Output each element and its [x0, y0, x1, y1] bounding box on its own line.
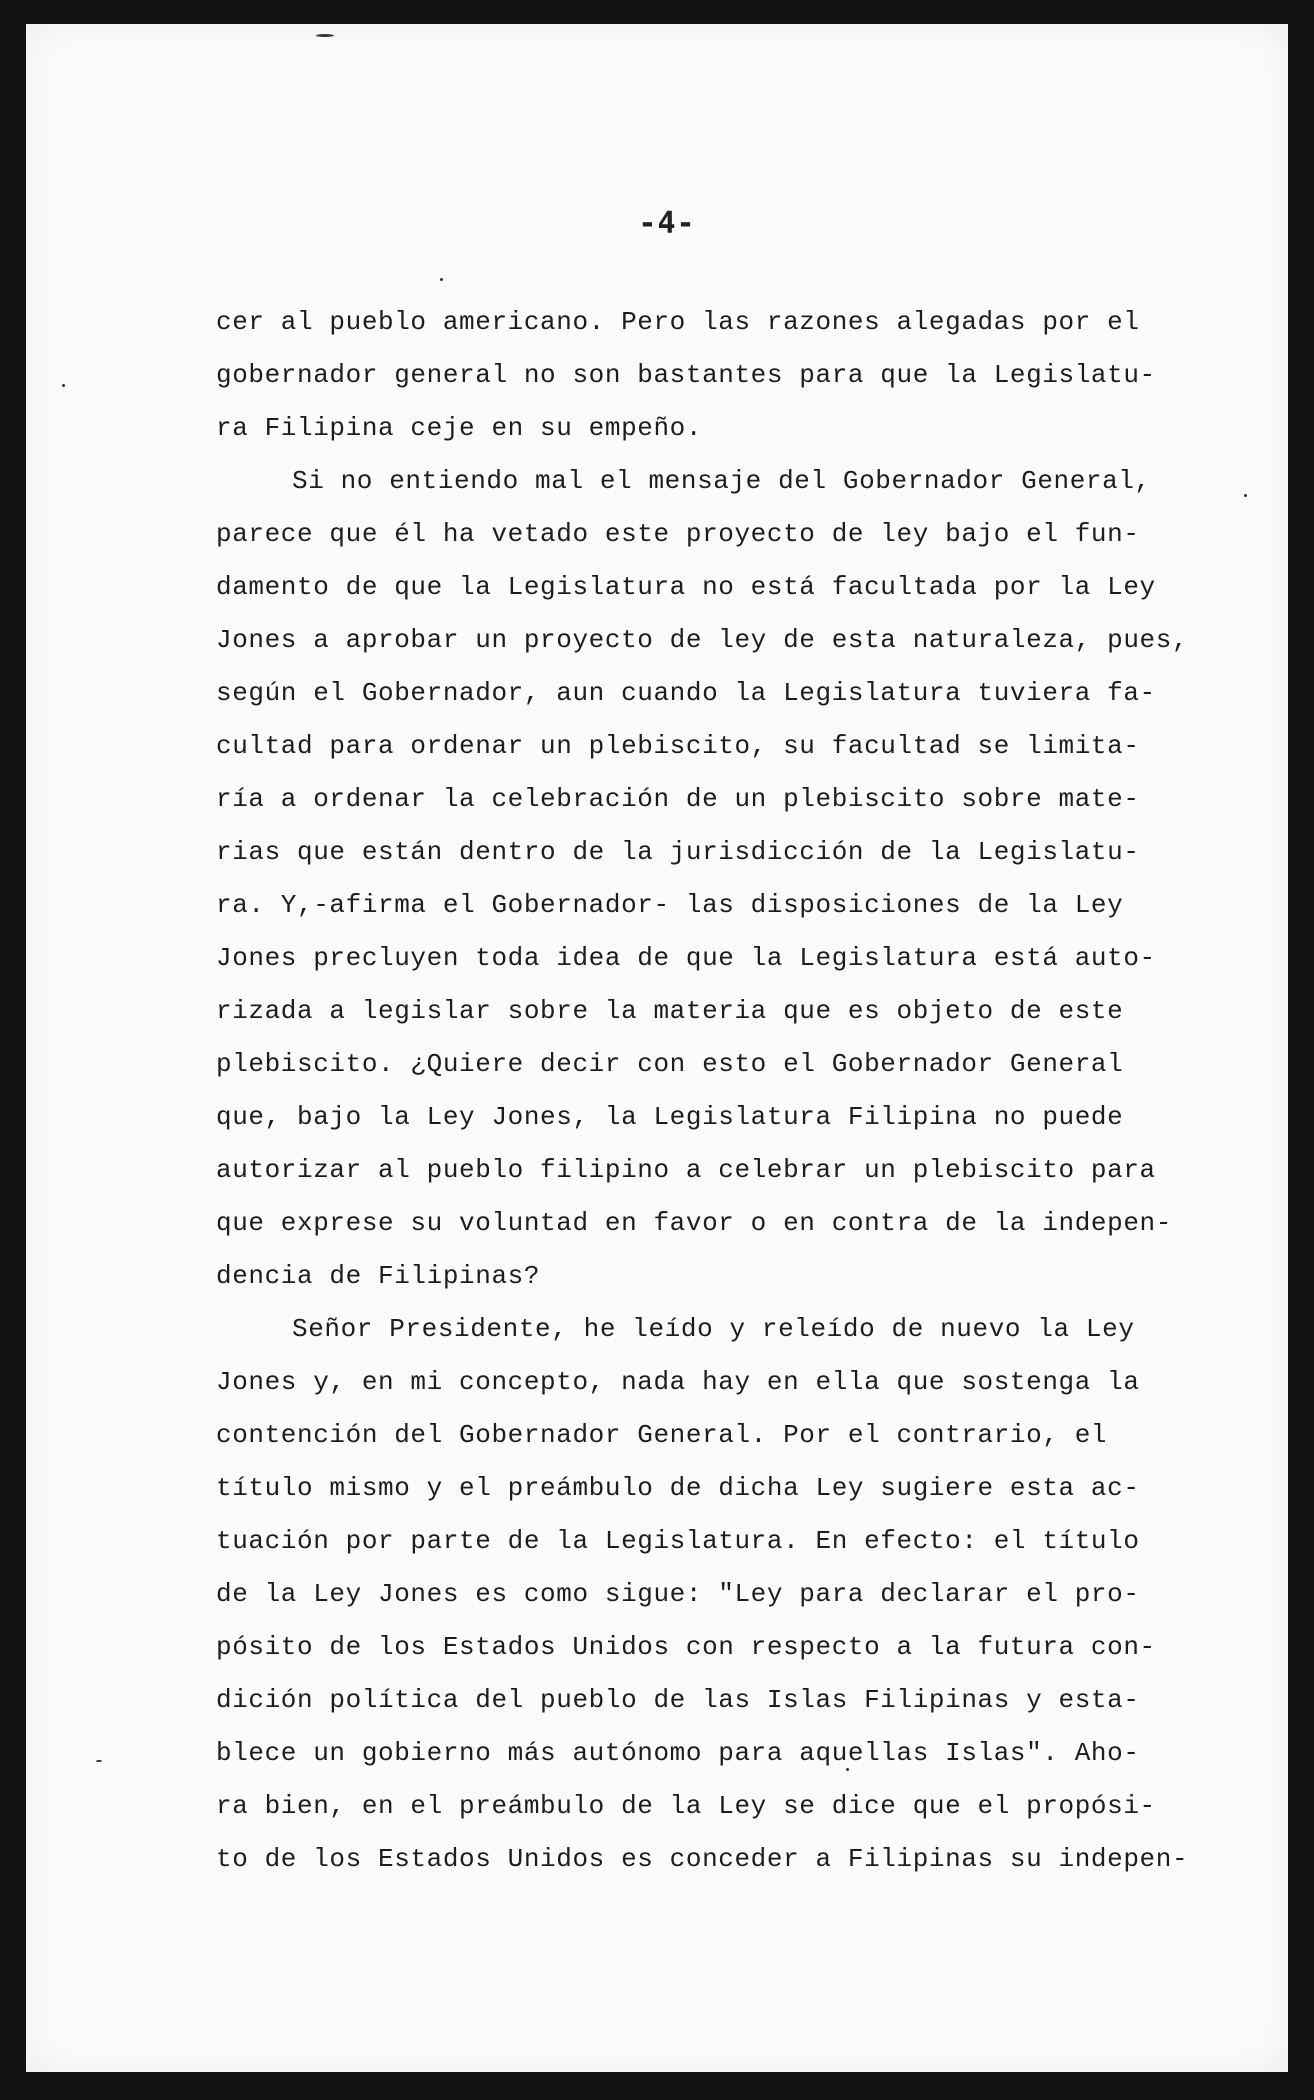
- text-line: ra. Y,-afirma el Gobernador- las disposiciones de la Ley: [216, 890, 1124, 920]
- text-line: según el Gobernador, aun cuando la Legislatura tuviera fa-: [216, 678, 1156, 708]
- ink-speck: [316, 34, 334, 37]
- text-line: Jones precluyen toda idea de que la Legislatura está auto-: [216, 943, 1156, 973]
- text-line: Si no entiendo mal el mensaje del Gobernador General,: [292, 466, 1151, 496]
- text-line: Jones a aprobar un proyecto de ley de esta naturaleza, pues,: [216, 625, 1189, 655]
- text-line: tuación por parte de la Legislatura. En efecto: el título: [216, 1526, 1140, 1556]
- text-line: autorizar al pueblo filipino a celebrar un plebiscito para: [216, 1155, 1156, 1185]
- ink-speck: [62, 384, 65, 387]
- text-line: de la Ley Jones es como sigue: "Ley para declarar el pro-: [216, 1579, 1140, 1609]
- text-line: Jones y, en mi concepto, nada hay en ella que sostenga la: [216, 1367, 1140, 1397]
- text-line: ra bien, en el preámbulo de la Ley se dice que el propósi-: [216, 1791, 1156, 1821]
- text-line: dencia de Filipinas?: [216, 1261, 541, 1291]
- ink-speck: [96, 1760, 102, 1762]
- text-line: gobernador general no son bastantes para que la Legislatu-: [216, 360, 1156, 390]
- text-line: rizada a legislar sobre la materia que es objeto de este: [216, 996, 1124, 1026]
- text-line: ría a ordenar la celebración de un plebiscito sobre mate-: [216, 784, 1140, 814]
- text-line: que, bajo la Ley Jones, la Legislatura Filipina no puede: [216, 1102, 1124, 1132]
- page-number: -4-: [638, 206, 696, 241]
- text-line: Señor Presidente, he leído y releído de nuevo la Ley: [292, 1314, 1135, 1344]
- text-line: parece que él ha vetado este proyecto de ley bajo el fun-: [216, 519, 1140, 549]
- text-line: dición política del pueblo de las Islas Filipinas y esta-: [216, 1685, 1140, 1715]
- text-line: blece un gobierno más autónomo para aquellas Islas". Aho-: [216, 1738, 1140, 1768]
- text-line: plebiscito. ¿Quiere decir con esto el Gobernador General: [216, 1049, 1124, 1079]
- text-line: cultad para ordenar un plebiscito, su facultad se limita-: [216, 731, 1140, 761]
- text-line: cer al pueblo americano. Pero las razones alegadas por el: [216, 307, 1140, 337]
- text-line: rias que están dentro de la jurisdicción de la Legislatu-: [216, 837, 1140, 867]
- text-line: que exprese su voluntad en favor o en contra de la indepen-: [216, 1208, 1172, 1238]
- text-line: pósito de los Estados Unidos con respecto a la futura con-: [216, 1632, 1156, 1662]
- ink-speck: [1244, 494, 1247, 497]
- typewritten-text-body: [216, 296, 1196, 1886]
- text-line: to de los Estados Unidos es conceder a Filipinas su indepen-: [216, 1844, 1189, 1874]
- text-line: contención del Gobernador General. Por el contrario, el: [216, 1420, 1108, 1450]
- ink-speck: [440, 278, 443, 281]
- text-line: damento de que la Legislatura no está facultada por la Ley: [216, 572, 1156, 602]
- text-line: título mismo y el preámbulo de dicha Ley sugiere esta ac-: [216, 1473, 1140, 1503]
- text-line: ra Filipina ceje en su empeño.: [216, 413, 703, 443]
